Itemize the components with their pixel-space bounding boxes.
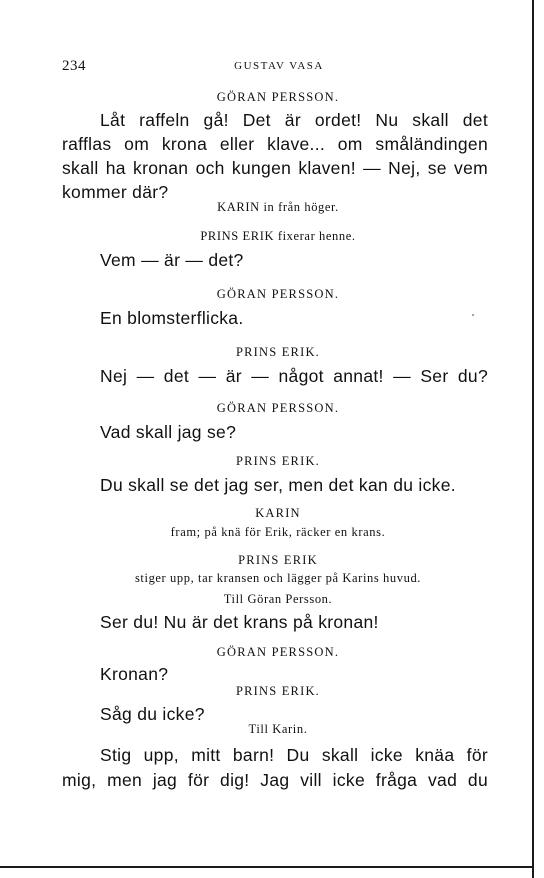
stage-direction: fram; på knä för Erik, räcker en krans. [170, 525, 386, 539]
speech-line: Vem — är — det? [100, 250, 244, 270]
running-title: GUSTAV VASA [234, 60, 324, 72]
stage-direction: Till Karin. [248, 722, 308, 736]
speaker-goran-persson: GÖRAN PERSSON. [216, 90, 340, 104]
speech-line: Vad skall jag se? [100, 422, 237, 442]
speaker-goran-persson: GÖRAN PERSSON. [216, 287, 340, 301]
speech-line: Såg du icke? [100, 704, 205, 724]
speech-line: Nej — det — är — något annat! — Ser du? [100, 366, 488, 386]
print-speck [472, 314, 474, 316]
speaker-goran-persson: GÖRAN PERSSON. [216, 401, 340, 415]
speech-line: Stig upp, mitt barn! Du skall icke knäa för [100, 745, 488, 765]
stage-direction: stiger upp, tar kransen och lägger på Karins huvud. [134, 571, 422, 585]
speech-line: kommer där? [62, 182, 169, 202]
speaker-goran-persson: GÖRAN PERSSON. [216, 645, 340, 659]
page-edge-right [532, 0, 534, 878]
speaker-prins-erik: PRINS ERIK. [235, 345, 321, 359]
speech-line: Du skall se det jag ser, men det kan du icke. [100, 475, 456, 495]
stage-direction: PRINS ERIK fixerar henne. [200, 229, 356, 243]
speech-line: Låt raffeln gå! Det är ordet! Nu skall det [100, 110, 488, 130]
stage-direction: KARIN in från höger. [217, 200, 339, 214]
stage-direction: Till Göran Persson. [223, 592, 333, 606]
page-edge-bottom [0, 866, 534, 868]
speech-line: En blomsterflicka. [100, 308, 244, 328]
speech-line: rafflas om krona eller klave... om småländingen [62, 134, 488, 154]
speech-line: Ser du! Nu är det krans på kronan! [100, 612, 379, 632]
speaker-prins-erik: PRINS ERIK. [235, 454, 321, 468]
speech-line: skall ha kronan och kungen klaven! — Nej, se vem [62, 158, 488, 178]
speaker-karin: KARIN [255, 506, 301, 520]
page-number: 234 [62, 58, 86, 74]
speaker-prins-erik: PRINS ERIK [238, 553, 318, 567]
speech-line: Kronan? [100, 664, 169, 684]
speaker-prins-erik: PRINS ERIK. [235, 684, 321, 698]
speech-line: mig, men jag för dig! Jag vill icke fråga vad du [62, 770, 488, 790]
